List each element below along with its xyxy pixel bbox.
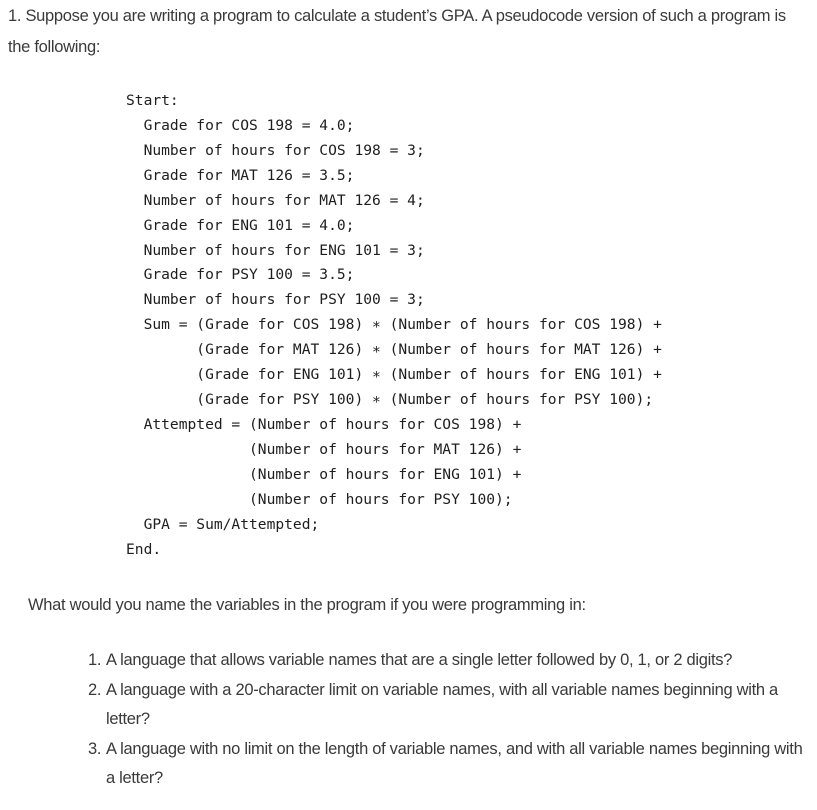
code-line: Number of hours for PSY 100 = 3; [126,291,425,309]
list-item [88,646,808,676]
code-line: Number of hours for COS 198 = 3; [126,141,425,159]
code-line: End. [126,540,162,558]
list-item [88,676,808,735]
list-number: 2. [88,680,102,699]
code-line: Grade for PSY 100 = 3.5; [126,266,355,284]
list-number: 3. [88,739,102,758]
code-line: (Number of hours for MAT 126) + [126,440,522,458]
code-line: Attempted = (Number of hours for COS 198) + [126,415,522,433]
list-item-text: A language with no limit on the length of variable names, and with all variable names beginning with a letter? [106,739,803,788]
list-item [88,735,808,794]
list-item-text: A language with a 20-character limit on variable names, with all variable names beginning with a letter? [106,680,778,729]
list-item-text: A language that allows variable names that are a single letter followed by 0, 1, or 2 digits? [106,651,733,669]
code-line: (Grade for MAT 126) ∗ (Number of hours for MAT 126) + [126,341,662,359]
options-list [88,646,808,794]
code-line: Grade for COS 198 = 4.0; [126,116,355,134]
code-line: Grade for MAT 126 = 3.5; [126,166,355,184]
code-line: (Grade for ENG 101) ∗ (Number of hours for ENG 101) + [126,366,662,384]
list-number: 1. [88,651,102,669]
code-line: (Number of hours for ENG 101) + [126,465,522,483]
code-line: GPA = Sum/Attempted; [126,515,320,533]
code-line: Number of hours for ENG 101 = 3; [126,241,425,259]
code-line: Number of hours for MAT 126 = 4; [126,191,425,209]
code-line: (Number of hours for PSY 100); [126,490,513,508]
code-line: Grade for ENG 101 = 4.0; [126,216,355,234]
code-line: Sum = (Grade for COS 198) ∗ (Number of hours for COS 198) + [126,316,662,334]
question-paragraph: What would you name the variables in the program if you were programming in: [28,596,586,614]
code-line: (Grade for PSY 100) ∗ (Number of hours for PSY 100); [126,391,654,409]
code-line: Start: [126,92,179,109]
intro-paragraph: 1. Suppose you are writing a program to calculate a student’s GPA. A pseudocode version of such a program is the following: [8,7,786,56]
pseudocode-block [126,89,662,563]
